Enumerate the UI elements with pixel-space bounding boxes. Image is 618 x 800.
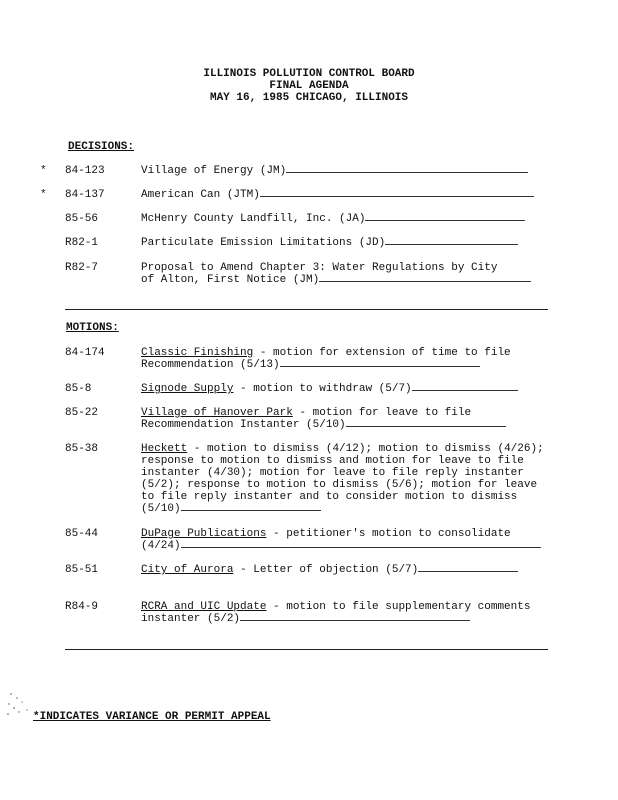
party-name: Signode Supply [141,383,234,395]
party-name: Village of Hanover Park [141,407,293,419]
scan-noise-marks [5,690,33,720]
decision-text: McHenry County Landfill, Inc. (JA) [141,213,366,225]
motion-text: - petitioner's motion to consolidate (4/24) [141,528,511,552]
section-divider [65,649,548,650]
party-name: Classic Finishing [141,347,254,359]
docket-number: 85-22 [65,407,99,419]
docket-number: R82-1 [65,237,99,249]
docket-number: 84-137 [65,189,105,201]
agenda-header [0,68,618,104]
party-name: Heckett [141,443,188,455]
motion-text: - Letter of objection (5/7) [233,564,419,576]
docket-number: R84-9 [65,601,99,613]
variance-marker: * [40,165,47,177]
variance-marker: * [40,189,47,201]
decision-text: Particulate Emission Limitations (JD) [141,237,386,249]
motion-text: - motion to dismiss (4/12); motion to dismiss (4/26); response to motion to dismiss and motion for leave to file instanter (4/30); motion for leave to file reply instanter (5/2); response to motion to dismiss (5/6); motion for leave to file reply instanter and to consider motion to dismiss (5/10) [141,443,544,515]
section-divider [65,309,548,310]
decision-text-line: of Alton, First Notice (JM) [141,274,320,286]
docket-number: 85-44 [65,528,99,540]
motion-text: - motion for leave to file Recommendation Instanter (5/10) [141,407,472,431]
docket-number: 84-174 [65,347,105,359]
docket-number: 85-38 [65,443,99,455]
decision-text: Village of Energy (JM) [141,165,287,177]
docket-number: 85-8 [65,383,92,395]
motion-text: - motion to file supplementary comments instanter (5/2) [141,601,531,625]
meeting-date-location: MAY 16, 1985 CHICAGO, ILLINOIS [209,92,409,104]
decision-text: American Can (JTM) [141,189,260,201]
decision-text-line: Proposal to Amend Chapter 3: Water Regulations by City [141,262,498,274]
decisions-title: DECISIONS: [68,141,135,153]
docket-number: 84-123 [65,165,105,177]
variance-footnote: *INDICATES VARIANCE OR PERMIT APPEAL [33,711,271,723]
docket-number: 85-56 [65,213,99,225]
motion-text: - motion for extension of time to file Recommendation (5/13) [141,347,511,371]
agenda-title: FINAL AGENDA [269,80,349,92]
party-name: DuPage Publications [141,528,267,540]
board-name: ILLINOIS POLLUTION CONTROL BOARD [203,68,415,80]
motion-text: - motion to withdraw (5/7) [233,383,412,395]
motions-title: MOTIONS: [66,322,119,334]
party-name: RCRA and UIC Update [141,601,267,613]
party-name: City of Aurora [141,564,234,576]
docket-number: 85-51 [65,564,99,576]
docket-number: R82-7 [65,262,99,274]
